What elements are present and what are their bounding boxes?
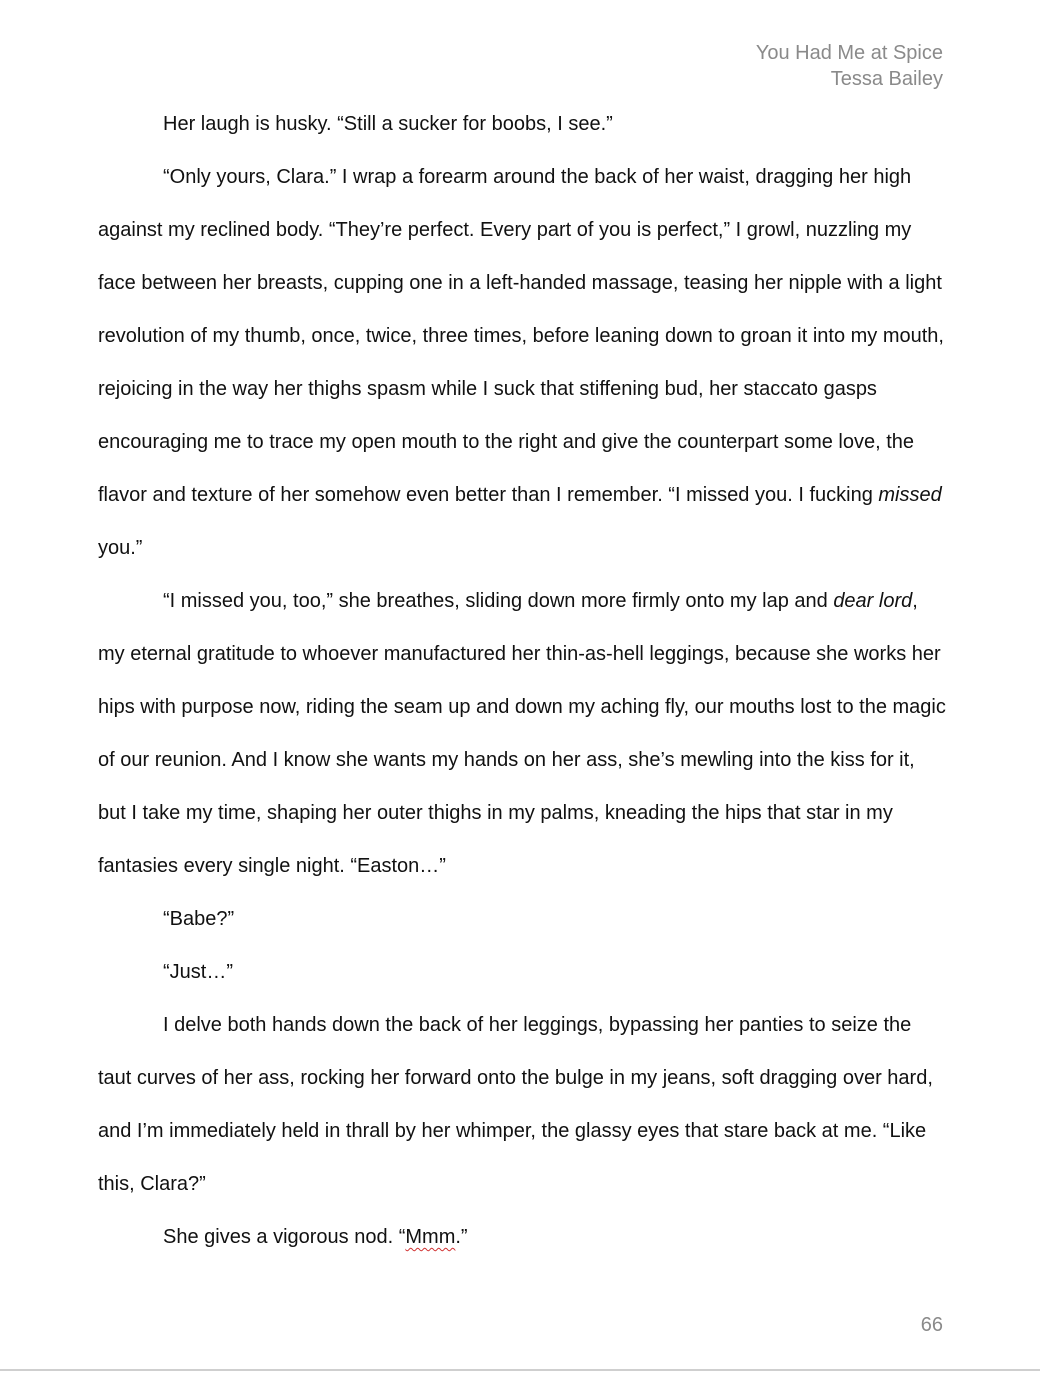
- paragraph-text: “Only yours, Clara.” I wrap a forearm around the back of her waist, dragging her high against my reclined body. “They’re perfect. Every part of you is perfect,” I growl, nuzzling my face between her breasts, cupping one in a left-handed massage, teasing her nipple with a light revolution of my thumb, once, twice, three times, before leaning down to groan it into my mouth, rejoicing in the way her thighs spasm while I suck that stiffening bud, her staccato gasps encouraging me to trace my open mouth to the right and give the counterpart some love, the flavor and texture of her somehow even better than I remember. “I missed you. I fucking: [98, 166, 944, 506]
- paragraph: [98, 1211, 946, 1264]
- author-name: Tessa Bailey: [830, 68, 943, 90]
- paragraph-text: you.”: [98, 537, 143, 559]
- italic-text: missed: [878, 484, 942, 506]
- paragraph-text: “I missed you, too,” she breathes, sliding down more firmly onto my lap and: [163, 590, 834, 612]
- paragraph: “Just…”: [163, 961, 233, 983]
- book-title: You Had Me at Spice: [755, 42, 943, 64]
- page-bottom-edge: [0, 1369, 1040, 1371]
- paragraph: I delve both hands down the back of her leggings, bypassing her panties to seize the taut curves of her ass, rocking her forward onto the bulge in my jeans, soft dragging over hard, and I’m immediately held in thrall by her whimper, the glassy eyes that stare back at me. “Like this, Clara?”: [98, 1014, 933, 1195]
- paragraph: “Babe?”: [163, 908, 235, 930]
- paragraph-text: , my eternal gratitude to whoever manufactured her thin-as-hell leggings, because she works her hips with purpose now, riding the seam up and down my aching fly, our mouths lost to the magic of our reunion. And I know she wants my hands on her ass, she’s mewling into the kiss for it, but I take my time, shaping her outer thighs in my palms, kneading the hips that star in my fantasies every single night. “Easton…”: [98, 590, 946, 877]
- running-header: [756, 40, 943, 92]
- italic-text: dear lord: [833, 590, 913, 612]
- paragraph-text: .”: [455, 1226, 468, 1248]
- paragraph-text: She gives a vigorous nod. “: [163, 1226, 406, 1248]
- paragraph: [98, 151, 946, 575]
- document-body: [98, 98, 946, 1264]
- spellcheck-flagged-word[interactable]: Mmm: [405, 1226, 456, 1248]
- paragraph: [98, 575, 946, 893]
- page-number: 66: [920, 1314, 943, 1336]
- paragraph: Her laugh is husky. “Still a sucker for boobs, I see.”: [163, 113, 613, 135]
